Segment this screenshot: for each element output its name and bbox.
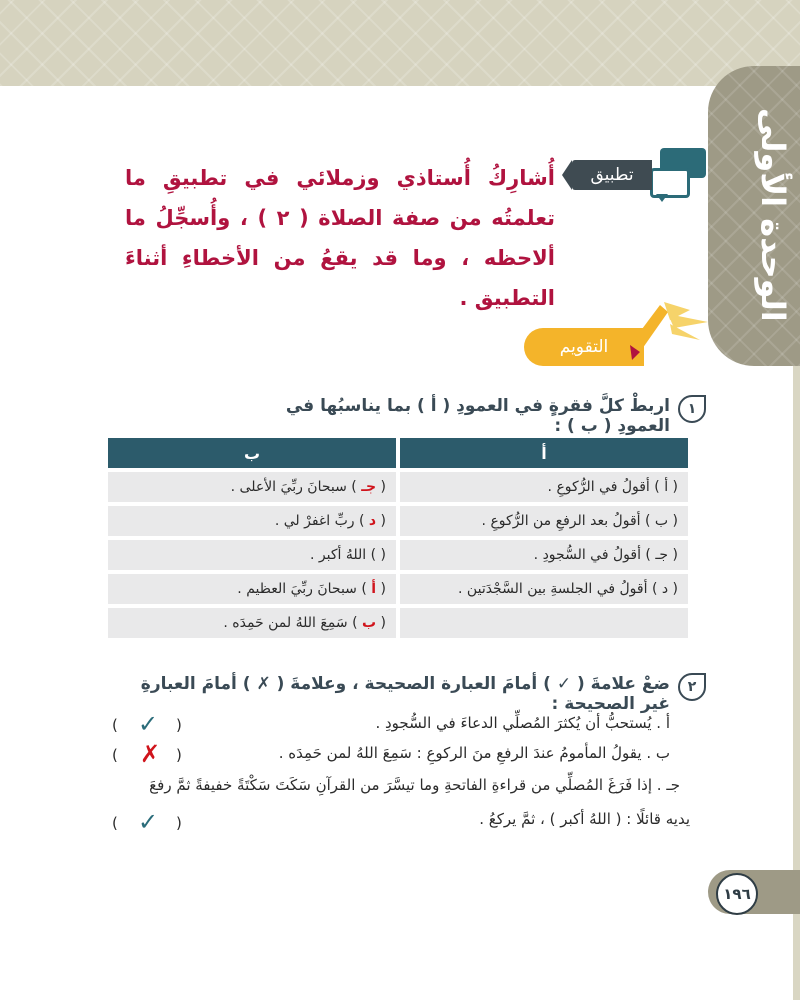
column-b-cell: ( د ) ربِّ اغفرْ لي . [108,506,396,536]
column-a-cell [400,608,688,638]
column-a-cell: ( أ ) أقولُ في الرُّكوعِ . [400,472,688,502]
column-b-cell: ( أ ) سبحانَ ربِّيَ العظيم . [108,574,396,604]
practice-paragraph: أُشارِكُ أُستاذي وزملائي في تطبيقِ ما تعلمتُه من صفة الصلاة ( ٢ ) ، وأُسجِّلُ ما ألاحظه ، وما قد يقعُ من الأخطاءِ أثناءَ التطبيق . [125,166,555,310]
practice-label-arrow [562,160,572,190]
answer-parentheses: ( [112,814,118,832]
column-b-cell: ( ب ) سَمِعَ اللهُ لمن حَمِدَه . [108,608,396,638]
column-a-cell: ( د ) أقولُ في الجلسةِ بين السَّجْدَتين . [400,574,688,604]
answer-letter: د [368,513,377,529]
column-a-header: أ [400,438,688,468]
check-mark-icon: ✓ [138,710,159,738]
answer-letter: ب [362,615,377,631]
question-2-prompt: ضعْ علامةَ ( ✓ ) أمامَ العبارة الصحيحة ، وعلامةَ ( ✗ ) أمامَ العبارةِ غير الصحيحة : [140,674,670,714]
unit-title: الوحدة الأولى [754,108,792,322]
answer-letter: جـ [361,479,377,495]
page-number: ١٩٦ [716,873,758,915]
evaluation-label: التقويم [524,328,644,366]
pen-icon [630,300,710,370]
table-row [108,574,688,604]
answer-letter: أ [371,581,377,597]
question-1-number: ١ [678,395,706,423]
check-mark-icon: ✓ [138,808,159,836]
matching-table [108,434,688,642]
table-row [108,540,688,570]
column-a-cell: ( جـ ) أقولُ في السُّجودِ . [400,540,688,570]
column-b-cell: ( ) اللهُ أكبر . [108,540,396,570]
cross-mark-icon: ✗ [140,740,161,768]
column-b-cell: ( جـ ) سبحانَ ربِّيَ الأعلى . [108,472,396,502]
question-2-number: ٢ [678,673,706,701]
table-row [108,472,688,502]
speech-bubble-tail [656,194,668,202]
answer-parentheses: ( [112,716,118,734]
statement-c: جـ . إذا فَرَغَ المُصلِّي من قراءةِ الفاتحةِ وما تيسَّرَ من القرآنِ سَكَتَ سَكْتَةً خفيفةً ثمَّ رفعَ [149,776,680,794]
statement-a: أ . يُستحبُّ أن يُكثرَ المُصلِّي الدعاءَ في السُّجودِ . [375,714,670,732]
answer-parentheses: ( [112,746,118,764]
statement-c-continued: يديه قائلًا : ( اللهُ أكبر ) ، ثمَّ يركعُ . [479,810,690,828]
question-1-prompt: اربطْ كلَّ فقرةٍ في العمودِ ( أ ) بما يناسبُها في العمودِ ( ب ) : [285,396,670,436]
table-row [108,608,688,638]
column-a-cell: ( ب ) أقولُ بعد الرفعِ من الرُّكوعِ . [400,506,688,536]
practice-label: تطبيق [572,160,652,190]
table-row [108,506,688,536]
column-b-header: ب [108,438,396,468]
statement-b: ب . يقولُ المأمومُ عندَ الرفعِ منَ الركوعِ : سَمِعَ اللهُ لمن حَمِدَه . [278,744,670,762]
header-pattern-band [0,0,800,86]
